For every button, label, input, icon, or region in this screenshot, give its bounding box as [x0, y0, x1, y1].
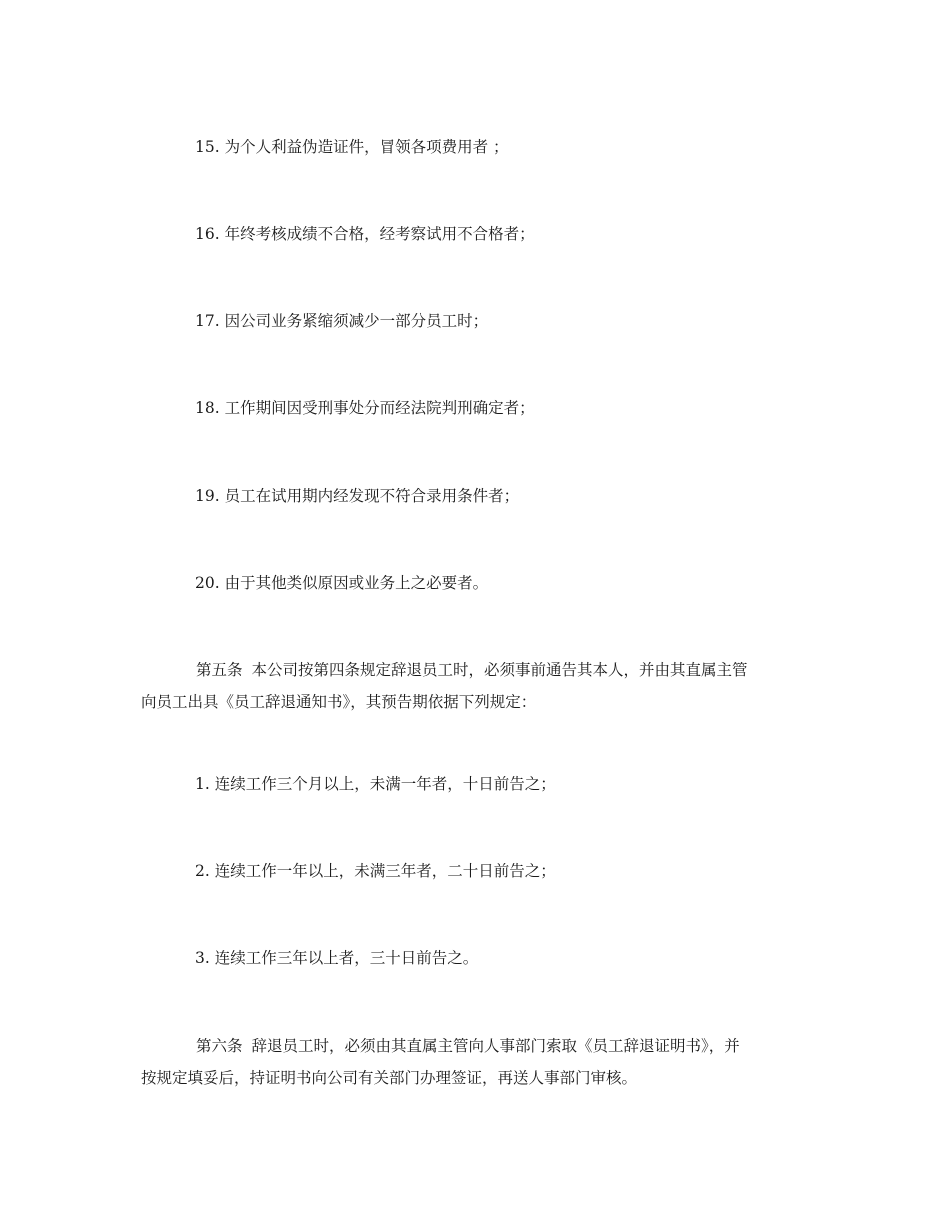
list-item-18: 18. 工作期间因受刑事处分而经法院判刑确定者； — [195, 399, 535, 417]
list-item-19: 19. 员工在试用期内经发现不符合录用条件者； — [195, 487, 520, 505]
list-item-20: 20. 由于其他类似原因或业务上之必要者。 — [195, 574, 489, 592]
article-6-number: 第六条 — [196, 1037, 243, 1055]
list-item-17: 17. 因公司业务紧缩须减少一部分员工时； — [195, 312, 489, 330]
list-item-3: 3. 连续工作三年以上者，三十日前告之。 — [195, 949, 479, 967]
article-6-text-line2: 按规定填妥后，持证明书向公司有关部门办理签证，再送人事部门审核。 — [141, 1069, 638, 1087]
article-6-text-line1: 辞退员工时，必须由其直属主管向人事部门索取《员工辞退证明书》，并 — [251, 1037, 740, 1055]
list-item-15: 15. 为个人利益伪造证件，冒领各项费用者 ； — [195, 138, 509, 156]
list-item-1: 1. 连续工作三个月以上，未满一年者，十日前告之； — [195, 775, 556, 793]
article-6-first-line — [141, 1030, 811, 1062]
list-item-16: 16. 年终考核成绩不合格，经考察试用不合格者； — [195, 225, 535, 243]
article-5-text-line2: 向员工出具《员工辞退通知书》，其预告期依据下列规定： — [141, 693, 537, 711]
article-5-paragraph — [141, 654, 811, 718]
article-5-number: 第五条 — [196, 661, 243, 679]
list-item-2: 2. 连续工作一年以上，未满三年者，二十日前告之； — [195, 862, 556, 880]
article-5-text-line1: 本公司按第四条规定辞退员工时，必须事前通告其本人，并由其直属主管 — [251, 661, 748, 679]
article-5-first-line — [141, 654, 811, 686]
article-6-paragraph — [141, 1030, 811, 1094]
